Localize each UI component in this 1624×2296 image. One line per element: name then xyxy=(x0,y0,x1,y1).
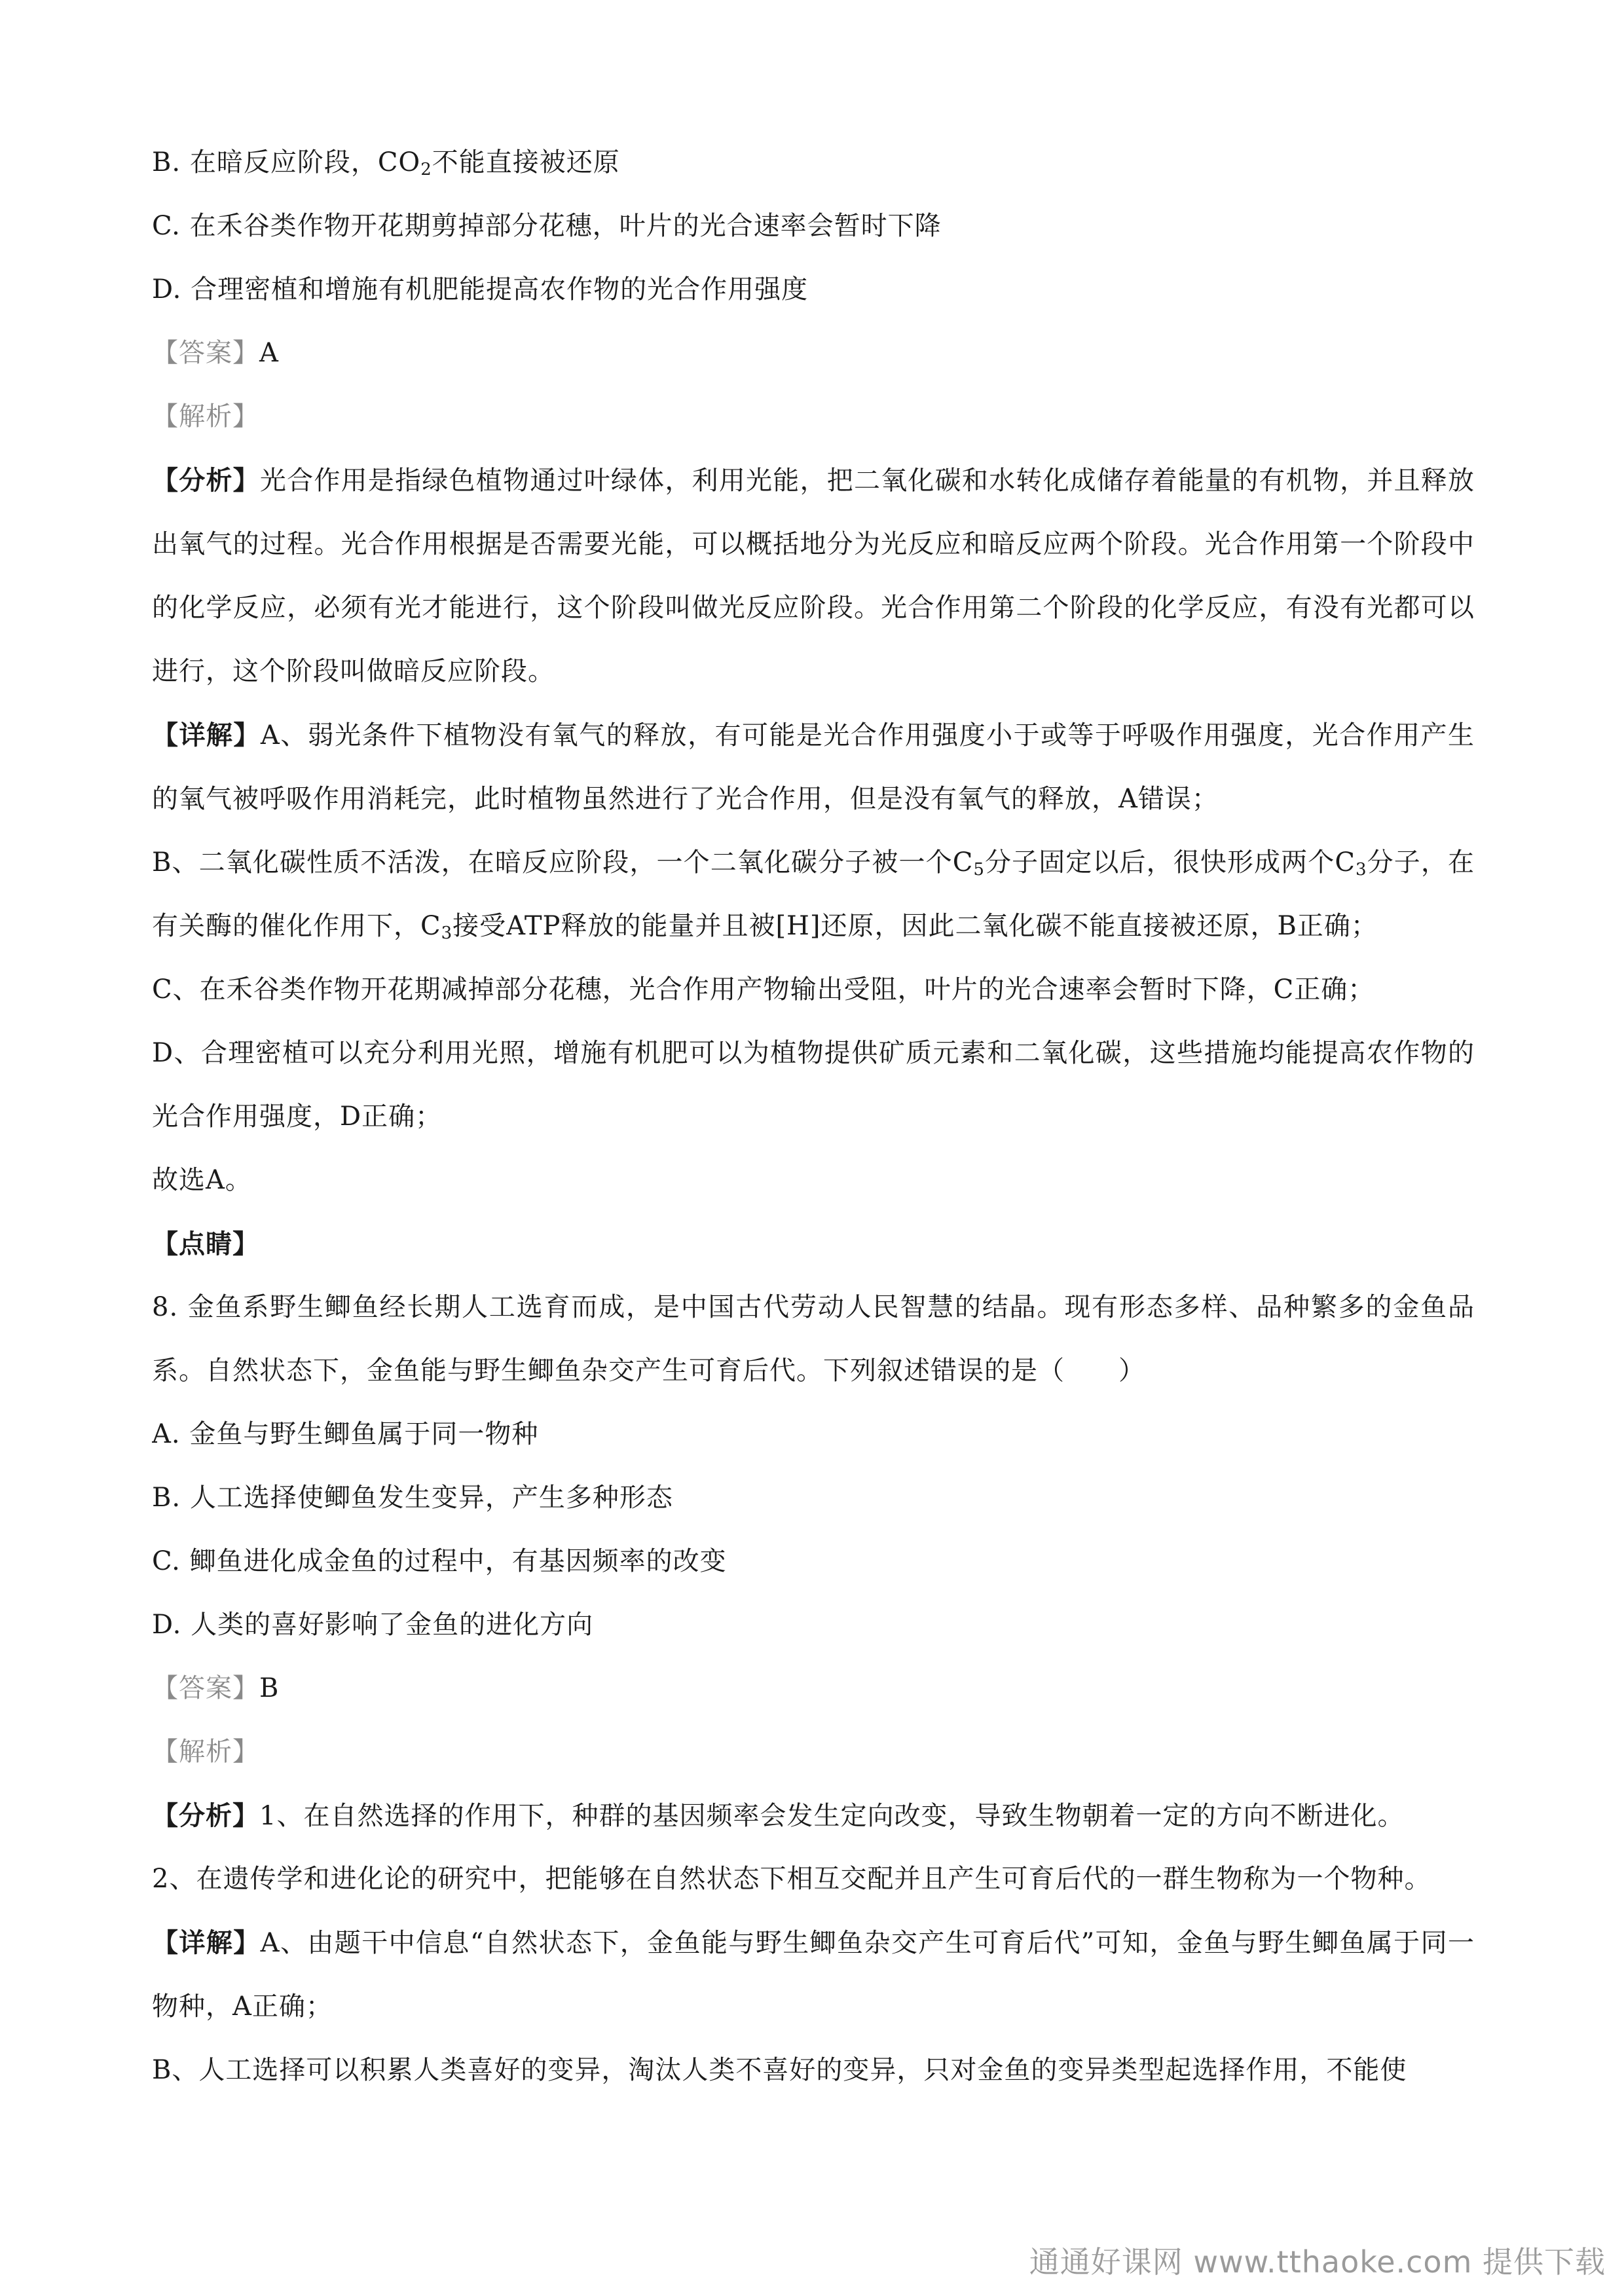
q8-option-d: D. 人类的喜好影响了金鱼的进化方向 xyxy=(152,1610,594,1640)
q7-answer-value: A xyxy=(259,338,279,368)
q8-xiangjie-tag: 【详解】 xyxy=(152,1927,261,1958)
q8-option-b: B. 人工选择使鲫鱼发生变异，产生多种形态 xyxy=(152,1483,673,1513)
page-content xyxy=(152,131,1475,2102)
q7-detail-a xyxy=(152,703,1475,831)
q8-fenxi-tag: 【分析】 xyxy=(152,1800,259,1831)
q8-analysis-tag: 【解析】 xyxy=(152,1737,259,1767)
q8-fenxi-1-text: 1、在自然选择的作用下，种群的基因频率会发生定向改变，导致生物朝着一定的方向不断进化。 xyxy=(259,1801,1405,1831)
q7-option-c: C. 在禾谷类作物开花期剪掉部分花穗，叶片的光合速率会暂时下降 xyxy=(152,211,942,241)
q7-option-d: D. 合理密植和增施有机肥能提高农作物的光合作用强度 xyxy=(152,274,809,305)
q7-detail-b-sub1: 5 xyxy=(973,860,985,880)
q7-option-b-text: B. 在暗反应阶段，CO xyxy=(152,147,421,177)
q7-answer-tag: 【答案】 xyxy=(152,338,259,368)
q7-detail-a-text: A、弱光条件下植物没有氧气的释放，有可能是光合作用强度小于或等于呼吸作用强度，光合作用产生的氧气被呼吸作用消耗完，此时植物虽然进行了光合作用，但是没有氧气的释放，A错误； xyxy=(152,720,1475,814)
q7-detail-d: D、合理密植可以充分利用光照，增施有机肥可以为植物提供矿质元素和二氧化碳，这些措施均能提高农作物的光合作用强度，D正确； xyxy=(152,1038,1475,1132)
q8-detail-a-text: A、由题干中信息“自然状态下，金鱼能与野生鲫鱼杂交产生可育后代”可知，金鱼与野生鲫鱼属于同一物种，A正确； xyxy=(152,1928,1475,2022)
q8-detail-a xyxy=(152,1911,1475,2039)
q8-stem: 8. 金鱼系野生鲫鱼经长期人工选育而成，是中国古代劳动人民智慧的结晶。现有形态多样、品种繁多的金鱼品系。自然状态下，金鱼能与野生鲫鱼杂交产生可育后代。下列叙述错误的是（ ） xyxy=(152,1292,1475,1386)
q7-detail-b-part3: 分子，在有关酶的催化作用下，C xyxy=(152,847,1475,941)
q7-detail-b-sub2: 3 xyxy=(1356,860,1367,880)
q7-option-b-text-after: 不能直接被还原 xyxy=(432,147,620,177)
q7-detail-b-part1: B、二氧化碳性质不活泼，在暗反应阶段，一个二氧化碳分子被一个C xyxy=(152,847,974,878)
q8-answer-value: B xyxy=(259,1673,280,1703)
q7-conclusion: 故选A。 xyxy=(152,1165,252,1195)
q7-detail-b xyxy=(152,831,1475,958)
q7-fenxi-tag: 【分析】 xyxy=(152,465,260,496)
q8-detail-b: B、人工选择可以积累人类喜好的变异，淘汰人类不喜好的变异，只对金鱼的变异类型起选择作用，不能使 xyxy=(152,2055,1407,2085)
q7-xiangjie-tag: 【详解】 xyxy=(152,720,261,750)
q7-detail-b-part2: 分子固定以后，很快形成两个C xyxy=(984,847,1356,878)
q8-fenxi-2: 2、在遗传学和进化论的研究中，把能够在自然状态下相互交配并且产生可育后代的一群生物称为一个物种。 xyxy=(152,1864,1431,1894)
q7-detail-c: C、在禾谷类作物开花期减掉部分花穗，光合作用产物输出受阻，叶片的光合速率会暂时下降，C正确； xyxy=(152,974,1375,1005)
q8-option-c: C. 鲫鱼进化成金鱼的过程中，有基因频率的改变 xyxy=(152,1546,727,1576)
q7-option-b-subscript: 2 xyxy=(420,160,432,179)
q8-fenxi-1 xyxy=(152,1784,1475,1847)
footer-watermark: 通通好课网 www.tthaoke.com 提供下载 xyxy=(1029,2244,1606,2280)
q7-answer xyxy=(152,322,1475,385)
q8-answer xyxy=(152,1657,1475,1720)
q8-option-a: A. 金鱼与野生鲫鱼属于同一物种 xyxy=(152,1419,539,1449)
q7-detail-b-sub3: 3 xyxy=(441,923,453,943)
q7-detail-b-part4: 接受ATP释放的能量并且被[H]还原，因此二氧化碳不能直接被还原，B正确； xyxy=(452,911,1378,941)
q8-answer-tag: 【答案】 xyxy=(152,1673,259,1703)
q7-dianjing-tag: 【点睛】 xyxy=(152,1229,259,1259)
q7-fenxi-text: 光合作用是指绿色植物通过叶绿体，利用光能，把二氧化碳和水转化成储存着能量的有机物，并且释放出氧气的过程。光合作用根据是否需要光能，可以概括地分为光反应和暗反应两个阶段。光合作用第一个阶段中的化学反应，必须有光才能进行，这个阶段叫做光反应阶段。光合作用第二个阶段的化学反应，有没有光都可以进行，这个阶段叫做暗反应阶段。 xyxy=(152,466,1475,686)
q7-option-b xyxy=(152,131,1475,194)
q7-fenxi xyxy=(152,449,1475,703)
q7-analysis-tag: 【解析】 xyxy=(152,401,259,432)
